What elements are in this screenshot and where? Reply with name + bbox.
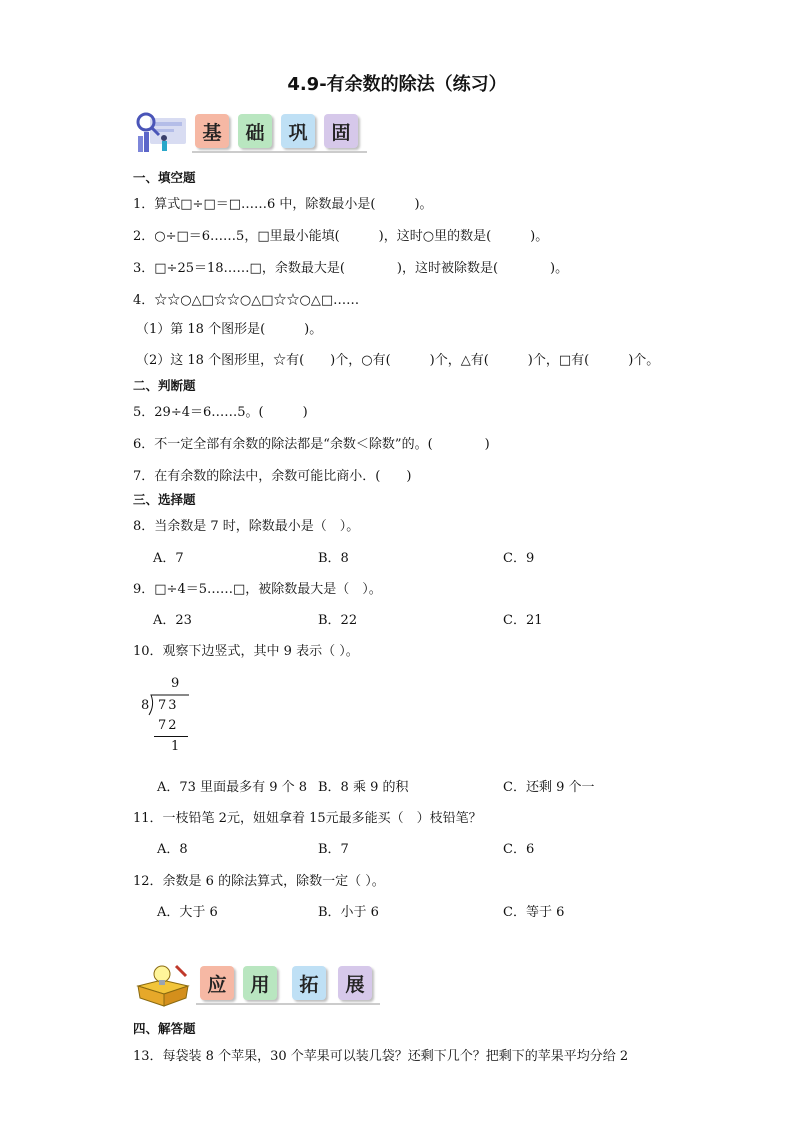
option-b: B．小于 6: [318, 905, 379, 920]
section-heading-fill-blank: 一、填空题: [133, 170, 196, 185]
question-4-part-2: （2）这 18 个图形里，☆有( )个，○有( )个，△有( )个，□有( )个。: [136, 353, 660, 368]
banner-tile-char: 固: [331, 121, 351, 144]
ld-quotient: 9: [171, 676, 180, 691]
banner-tile-1: [200, 966, 234, 1000]
option-b: B．22: [318, 613, 358, 628]
banner-tile-char: 础: [245, 121, 265, 144]
option-a: A．7: [153, 551, 184, 566]
banner-tile-4: [324, 114, 358, 148]
banner-tile-char: 应: [207, 973, 227, 996]
section-heading-word-problems: 四、解答题: [133, 1021, 196, 1036]
section-heading-true-false: 二、判断题: [133, 378, 196, 393]
option-a: A．23: [153, 613, 192, 628]
section-banner-application: [132, 962, 392, 1004]
magnifier-icon: [132, 110, 190, 156]
question-12: 12．余数是 6 的除法算式，除数一定（ ）。: [133, 874, 385, 889]
option-c: C．9: [503, 551, 535, 566]
option-c: C．21: [503, 613, 543, 628]
option-c: C．还剩 9 个一: [503, 780, 595, 795]
option-c: C．6: [503, 842, 535, 857]
option-a: A．8: [157, 842, 188, 857]
question-7: 7．在有余数的除法中，余数可能比商小．( ): [133, 469, 412, 484]
long-division: [140, 676, 200, 756]
option-b: B．8 乘 9 的积: [318, 780, 409, 795]
option-a: A．大于 6: [157, 905, 218, 920]
page-title: 4.9-有余数的除法（练习）: [287, 74, 507, 95]
question-9: 9．□÷4＝5……□，被除数最大是（ ）。: [133, 582, 382, 597]
question-6: 6．不一定全部有余数的除法都是“余数＜除数”的。( ): [133, 437, 490, 452]
banner-tile-char: 拓: [299, 973, 319, 996]
banner-tile-4: [338, 966, 372, 1000]
ld-product: 72: [158, 718, 179, 733]
option-c: C．等于 6: [503, 905, 565, 920]
option-a: A．73 里面最多有 9 个 8: [157, 780, 308, 795]
banner-tile-3: [292, 966, 326, 1000]
section-banner-basic: [132, 110, 372, 152]
question-4: 4．☆☆○△□☆☆○△□☆☆○△□……: [133, 293, 360, 308]
banner-tile-char: 基: [202, 121, 222, 144]
section-heading-multiple-choice: 三、选择题: [133, 492, 196, 507]
banner-underline: [192, 151, 367, 153]
question-4-part-1: （1）第 18 个图形是( )。: [136, 322, 323, 337]
lightbulb-box-icon: [132, 962, 194, 1008]
banner-tile-1: [195, 114, 229, 148]
option-b: B．7: [318, 842, 349, 857]
question-3: 3．□÷25＝18……□，余数最大是( )，这时被除数是( )。: [133, 261, 569, 276]
question-11: 11．一枝铅笔 2元，妞妞拿着 15元最多能买（ ）枝铅笔？: [133, 811, 482, 826]
banner-underline: [196, 1003, 380, 1005]
question-8: 8．当余数是 7 时，除数最小是（ ）。: [133, 519, 360, 534]
ld-rule: [154, 736, 188, 737]
question-13: 13．每袋装 8 个苹果，30 个苹果可以装几袋？还剩下几个？把剩下的苹果平均分给 2: [133, 1049, 629, 1064]
banner-tile-2: [238, 114, 272, 148]
banner-tile-3: [281, 114, 315, 148]
banner-tile-2: [243, 966, 277, 1000]
ld-divisor: 8: [141, 698, 150, 713]
question-1: 1．算式□÷□＝□……6 中，除数最小是( )。: [133, 197, 433, 212]
banner-tile-char: 用: [250, 973, 270, 996]
ld-dividend: 73: [158, 698, 179, 713]
question-2: 2．○÷□＝6……5，□里最小能填( )，这时○里的数是( )。: [133, 229, 549, 244]
question-10: 10．观察下边竖式，其中 9 表示（ ）。: [133, 644, 359, 659]
option-b: B．8: [318, 551, 349, 566]
banner-tile-char: 展: [345, 973, 365, 996]
banner-tile-char: 巩: [288, 121, 308, 144]
ld-remainder: 1: [171, 739, 180, 754]
question-5: 5．29÷4＝6……5。( ): [133, 405, 308, 420]
